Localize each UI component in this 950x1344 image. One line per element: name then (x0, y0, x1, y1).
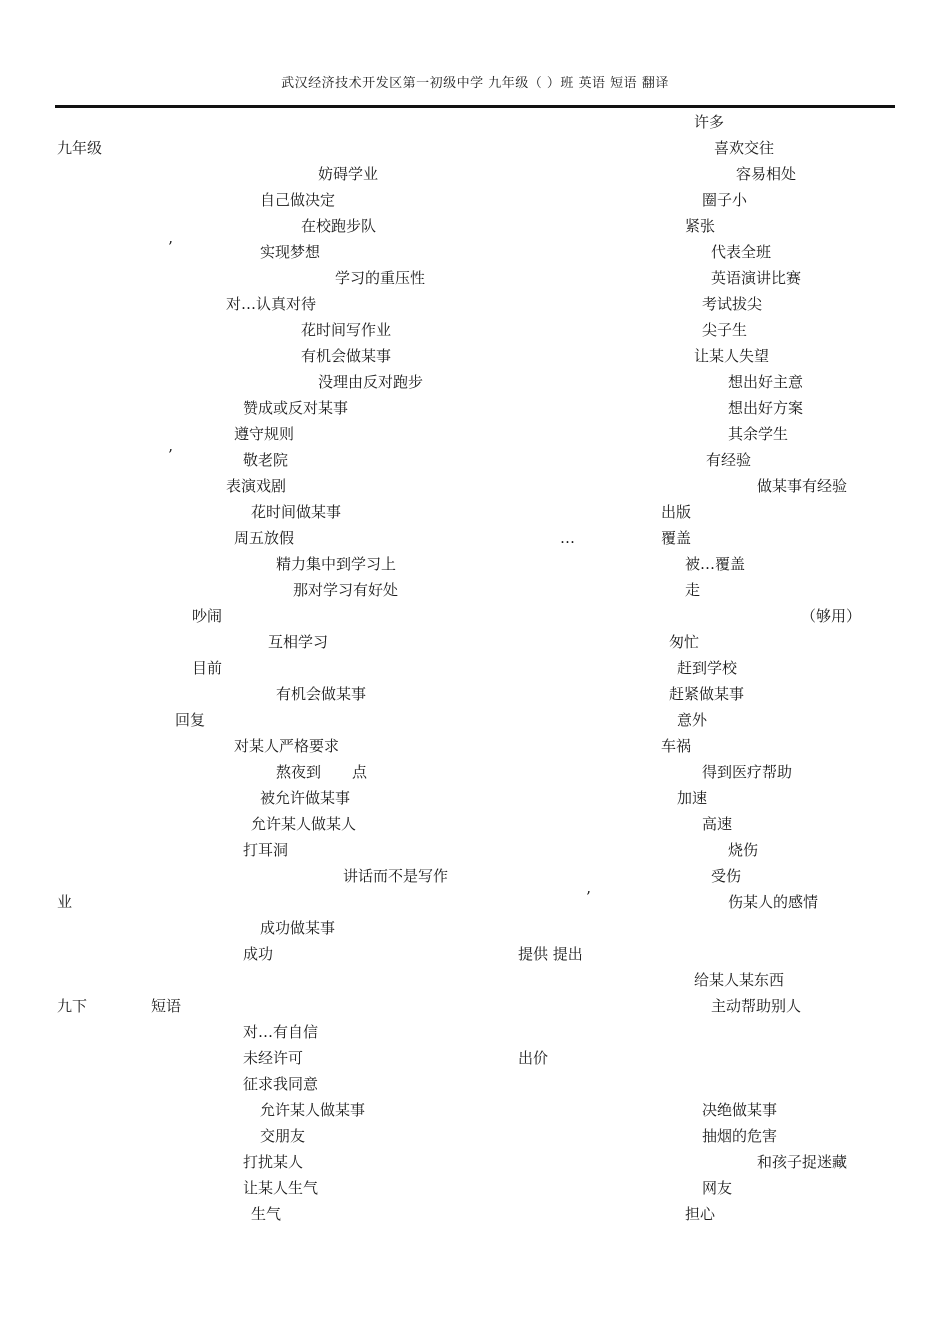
phrase-left: 精力集中到学习上 (276, 555, 397, 573)
section-label: 短语 (151, 997, 182, 1015)
phrase-left: 花时间写作业 (301, 321, 392, 339)
phrase-right: 意外 (677, 711, 708, 729)
phrase-left: 互相学习 (268, 633, 329, 651)
phrase-left: 点 (352, 763, 368, 781)
phrase-right: 尖子生 (702, 321, 748, 339)
phrase-left: 有机会做某事 (301, 347, 392, 365)
phrase-left: 有机会做某事 (276, 685, 367, 703)
section-label: 九下 (57, 997, 88, 1015)
phrase-left: 九年级 (57, 139, 103, 157)
phrase-left: 表演戏剧 (226, 477, 287, 495)
phrase-right: 圈子小 (702, 191, 748, 209)
phrase-left: 对…认真对待 (226, 295, 317, 313)
phrase-left: 被允许做某事 (260, 789, 351, 807)
phrase-right: 网友 (702, 1179, 733, 1197)
phrase-right: 做某事有经验 (757, 477, 848, 495)
phrase-left: 吵闹 (192, 607, 223, 625)
phrase-left: 在校跑步队 (301, 217, 377, 235)
phrase-right: 有经验 (706, 451, 752, 469)
page-header: 武汉经济技术开发区第一初级中学 九年级（ ）班 英语 短语 翻译 (281, 76, 669, 91)
phrase-left: 学习的重压性 (335, 269, 426, 287)
phrase-right: 高速 (702, 815, 733, 833)
phrase-right: 车祸 (661, 737, 692, 755)
phrase-left: 遵守规则 (234, 425, 295, 443)
phrase-left: 对…有自信 (243, 1023, 319, 1041)
ellipsis-mark: … (560, 529, 575, 547)
phrase-left: 花时间做某事 (251, 503, 342, 521)
phrase-left: 敬老院 (243, 451, 289, 469)
phrase-right: 赶紧做某事 (669, 685, 745, 703)
phrase-right: 代表全班 (711, 243, 772, 261)
phrase-right: 伤某人的感情 (728, 893, 819, 911)
phrase-right: 走 (685, 581, 701, 599)
phrase-right: 许多 (694, 113, 725, 131)
phrase-right: 喜欢交往 (714, 139, 775, 157)
phrase-middle: 出价 (518, 1049, 549, 1067)
phrase-left: 自己做决定 (260, 191, 336, 209)
phrase-right: 出版 (661, 503, 692, 521)
phrase-right: 英语演讲比赛 (711, 269, 802, 287)
phrase-right: 紧张 (685, 217, 716, 235)
phrase-left: 目前 (192, 659, 223, 677)
phrase-right: 担心 (685, 1205, 716, 1223)
phrase-left: 未经许可 (243, 1049, 304, 1067)
phrase-right: 想出好主意 (728, 373, 804, 391)
phrase-left: 周五放假 (234, 529, 295, 547)
phrase-right: 覆盖 (661, 529, 692, 547)
phrase-right: 想出好方案 (728, 399, 804, 417)
phrase-left: 那对学习有好处 (293, 581, 399, 599)
phrase-left: 讲话而不是写作 (343, 867, 449, 885)
header-rule (55, 105, 895, 108)
phrase-left: 允许某人做某事 (260, 1101, 366, 1119)
phrase-right: （够用） (801, 607, 862, 625)
phrase-right: 赶到学校 (677, 659, 738, 677)
phrase-right: 主动帮助别人 (711, 997, 802, 1015)
phrase-right: 被…覆盖 (685, 555, 746, 573)
phrase-left: 成功做某事 (260, 919, 336, 937)
phrase-right: 其余学生 (728, 425, 789, 443)
phrase-right: 烧伤 (728, 841, 759, 859)
phrase-left: 打耳洞 (243, 841, 289, 859)
apostrophe-mark: ’ (168, 238, 173, 256)
phrase-left: 对某人严格要求 (234, 737, 340, 755)
phrase-left: 妨碍学业 (318, 165, 379, 183)
phrase-left: 业 (57, 893, 73, 911)
phrase-middle: 提供 提出 (518, 945, 583, 963)
phrase-left: 成功 (243, 945, 274, 963)
phrase-left: 征求我同意 (243, 1075, 319, 1093)
apostrophe-mark: ’ (168, 446, 173, 464)
phrase-right: 得到医疗帮助 (702, 763, 793, 781)
phrase-right: 给某人某东西 (694, 971, 785, 989)
phrase-right: 容易相处 (736, 165, 797, 183)
phrase-left: 让某人生气 (243, 1179, 319, 1197)
phrase-left: 没理由反对跑步 (318, 373, 424, 391)
phrase-right: 让某人失望 (694, 347, 770, 365)
phrase-left: 熬夜到 (276, 763, 322, 781)
phrase-right: 抽烟的危害 (702, 1127, 778, 1145)
phrase-left: 实现梦想 (260, 243, 321, 261)
phrase-right: 匆忙 (669, 633, 700, 651)
phrase-left: 打扰某人 (243, 1153, 304, 1171)
apostrophe-mark: ’ (586, 888, 591, 906)
phrase-right: 考试拔尖 (702, 295, 763, 313)
phrase-left: 允许某人做某人 (251, 815, 357, 833)
phrase-right: 决绝做某事 (702, 1101, 778, 1119)
phrase-right: 受伤 (711, 867, 742, 885)
phrase-left: 回复 (175, 711, 206, 729)
phrase-right: 加速 (677, 789, 708, 807)
phrase-left: 交朋友 (260, 1127, 306, 1145)
phrase-left: 生气 (251, 1205, 282, 1223)
phrase-left: 赞成或反对某事 (243, 399, 349, 417)
phrase-right: 和孩子捉迷藏 (757, 1153, 848, 1171)
